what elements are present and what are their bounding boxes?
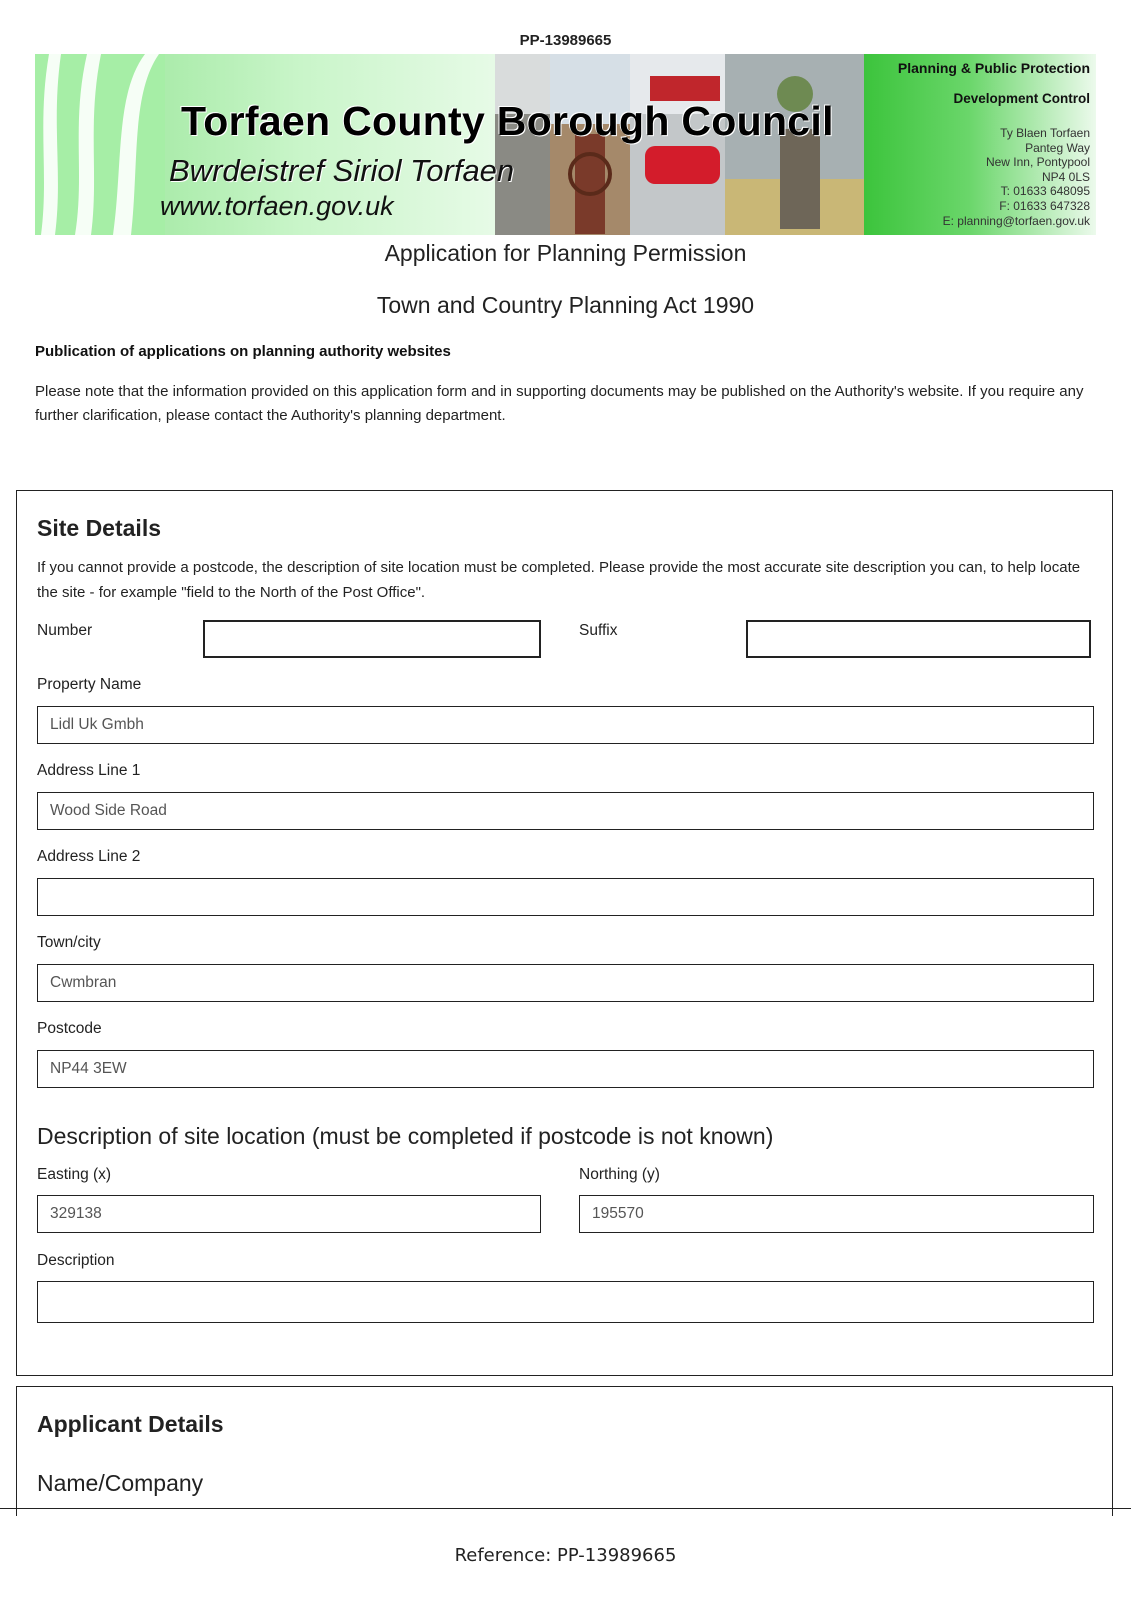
suffix-field[interactable]	[746, 620, 1091, 658]
publication-text: Please note that the information provided on this application form and in supporting documents may be published on the Authority's website. If you require any further clarification, please contact the Authority's planning department.	[35, 383, 1084, 424]
address-line-2-label: Address Line 2	[37, 848, 141, 865]
council-address	[943, 126, 1090, 228]
address-line: Ty Blaen Torfaen	[1000, 126, 1090, 140]
northing-label: Northing (y)	[579, 1166, 660, 1183]
address-line: Panteg Way	[1025, 140, 1090, 155]
council-website: www.torfaen.gov.uk	[160, 191, 394, 221]
address-line-1-field[interactable]: Wood Side Road	[37, 792, 1094, 830]
council-name: Torfaen County Borough Council	[181, 98, 834, 144]
address-line: NP4 0LS	[1041, 169, 1090, 184]
northing-field[interactable]: 195570	[579, 1195, 1094, 1233]
address-line: New Inn, Pontypool	[985, 155, 1090, 170]
applicant-details-section	[16, 1386, 1113, 1516]
description-field[interactable]	[37, 1281, 1094, 1323]
postcode-label: Postcode	[37, 1020, 102, 1037]
town-city-field[interactable]: Cwmbran	[37, 964, 1094, 1002]
property-name-label: Property Name	[37, 676, 142, 693]
address-email: E: planning@torfaen.gov.uk	[942, 213, 1090, 228]
council-welsh-name: Bwrdeistref Siriol Torfaen	[169, 153, 515, 188]
site-details-intro: If you cannot provide a postcode, the description of site location must be completed. Please provide the most accurate site description you can, to help locate the site - for example "field to the North of the Post Office".	[37, 559, 1081, 601]
council-contact-panel	[864, 54, 1096, 235]
address-line-1-label: Address Line 1	[37, 762, 141, 779]
address-line-2-field[interactable]	[37, 878, 1094, 916]
footer-reference: Reference: PP-13989665	[454, 1545, 677, 1566]
department-name: Planning & Public Protection	[897, 60, 1090, 76]
document-title: Application for Planning Permission	[384, 240, 747, 266]
address-fax: F: 01633 647328	[999, 198, 1090, 213]
town-city-label: Town/city	[37, 934, 101, 951]
subdepartment-name: Development Control	[953, 91, 1090, 106]
description-label: Description	[37, 1252, 115, 1269]
number-field[interactable]	[203, 620, 541, 658]
site-location-heading: Description of site location (must be completed if postcode is not known)	[37, 1123, 774, 1149]
publication-heading: Publication of applications on planning authority websites	[35, 343, 451, 360]
suffix-label: Suffix	[579, 622, 618, 639]
applicant-details-heading: Applicant Details	[37, 1411, 224, 1437]
site-details-section	[16, 490, 1113, 1376]
postcode-field[interactable]: NP44 3EW	[37, 1050, 1094, 1088]
name-company-heading: Name/Company	[37, 1470, 204, 1496]
council-logo-stripes	[35, 54, 165, 235]
address-phone: T: 01633 648095	[1000, 184, 1090, 199]
footer-divider	[0, 1508, 1131, 1509]
site-details-heading: Site Details	[37, 515, 161, 541]
reference-number-top: PP-13989665	[519, 32, 612, 49]
easting-label: Easting (x)	[37, 1166, 112, 1183]
property-name-field[interactable]: Lidl Uk Gmbh	[37, 706, 1094, 744]
document-subtitle: Town and Country Planning Act 1990	[376, 292, 755, 318]
easting-field[interactable]: 329138	[37, 1195, 541, 1233]
number-label: Number	[37, 622, 93, 639]
council-banner	[35, 54, 1096, 235]
